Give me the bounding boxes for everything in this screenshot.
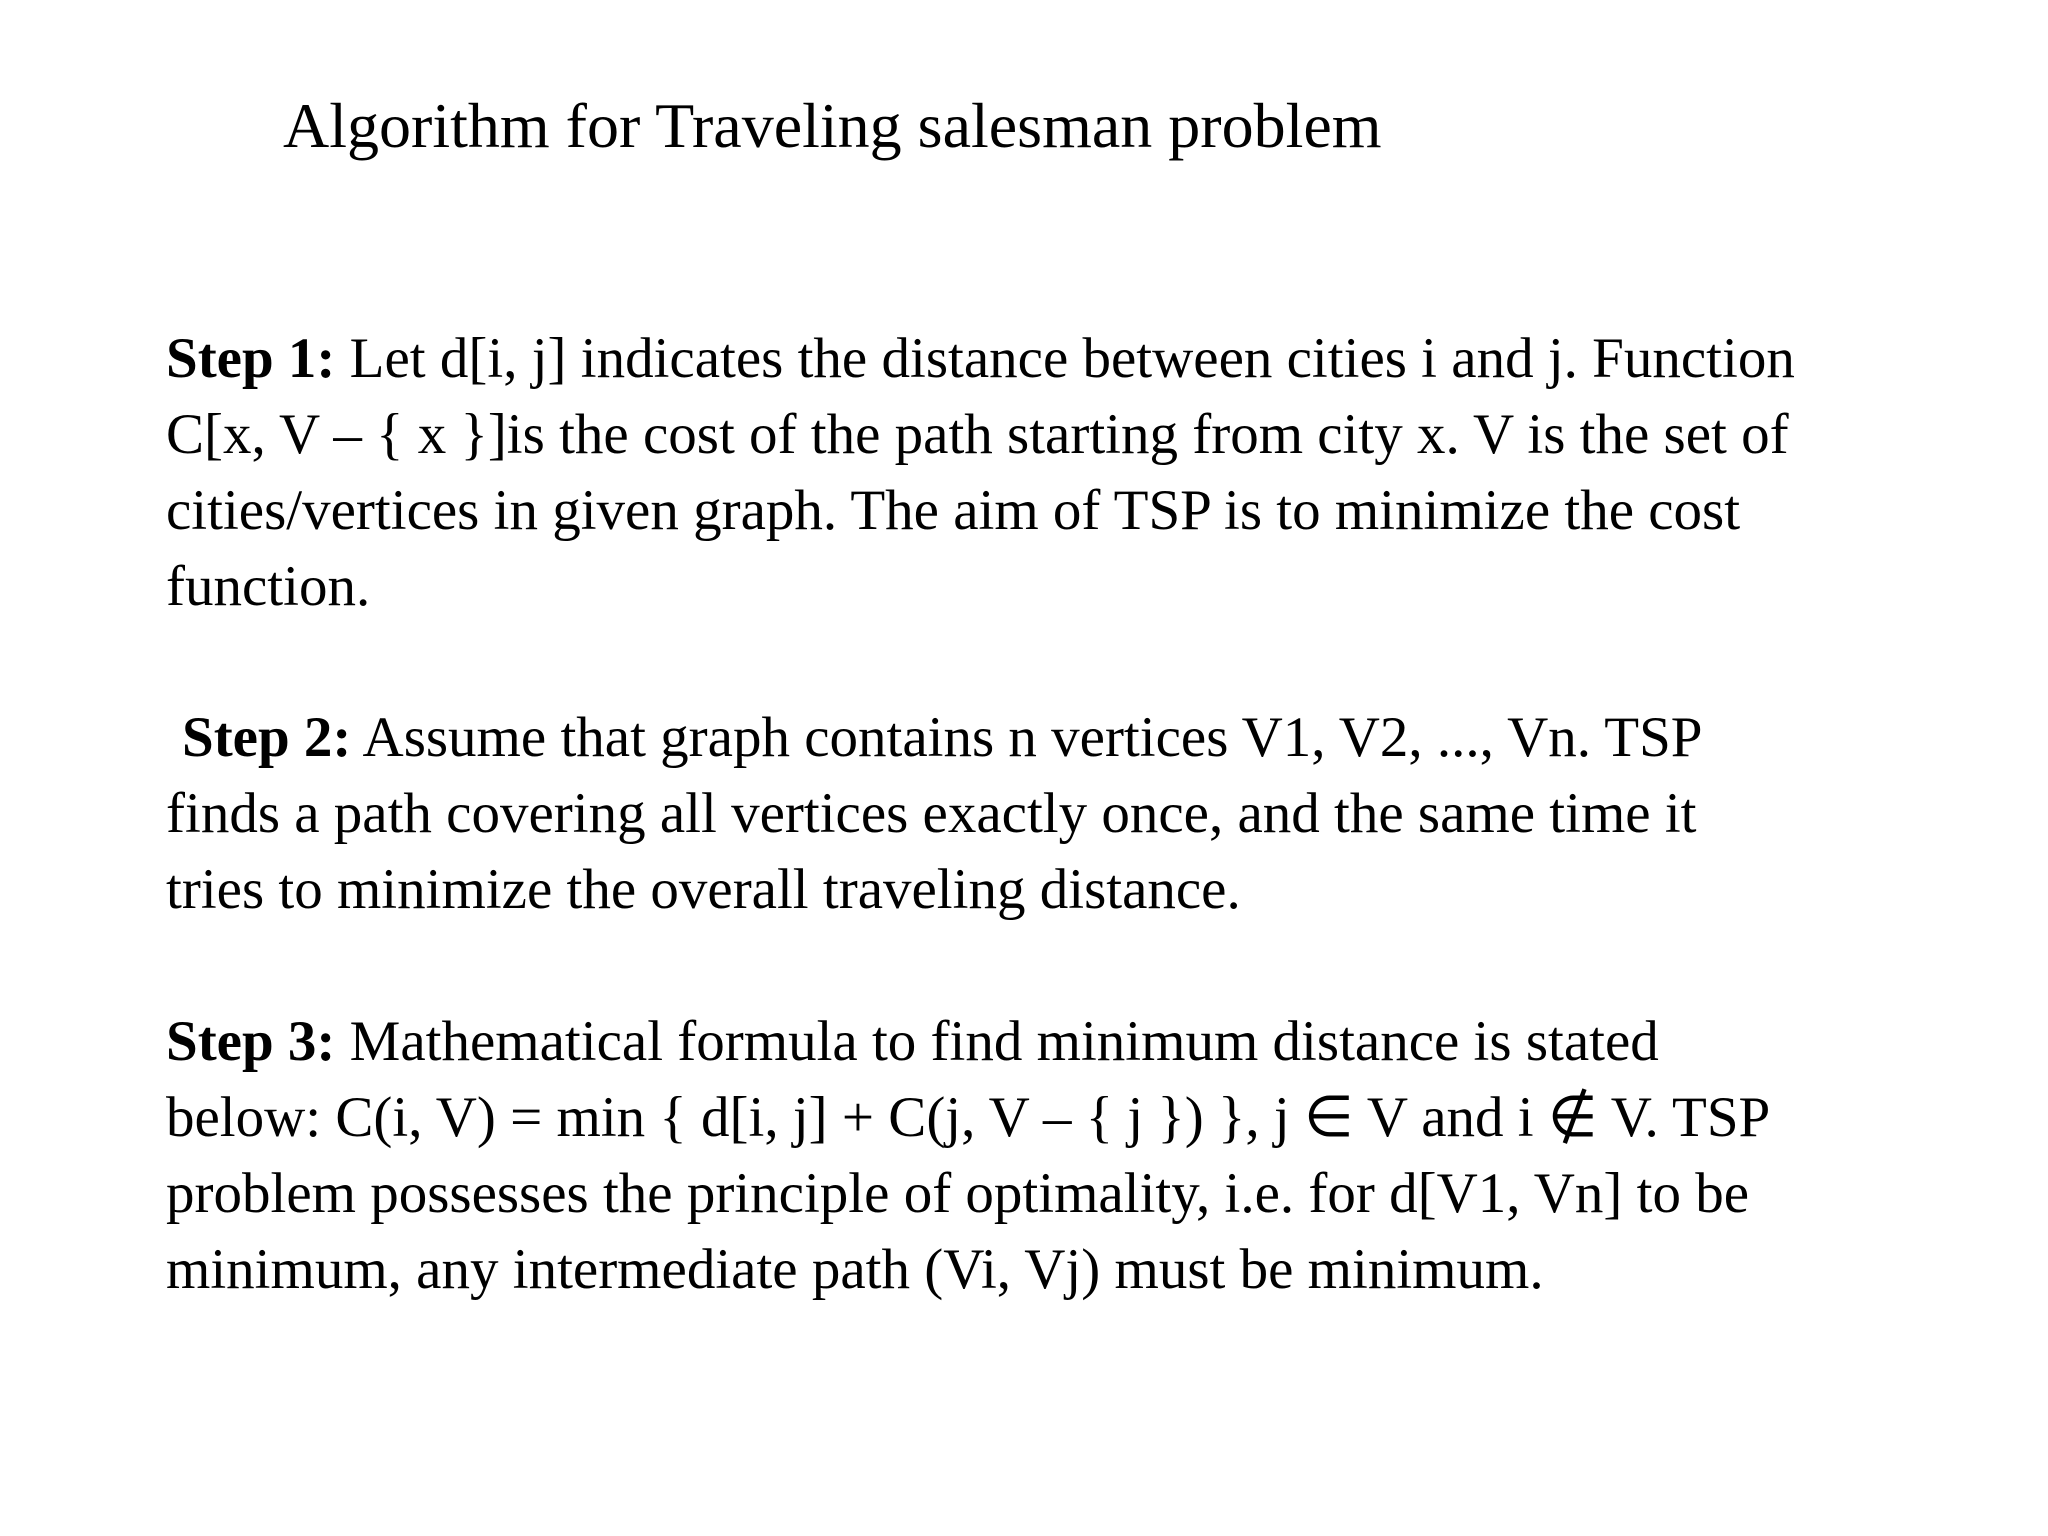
step-3-paragraph (166, 1004, 2026, 1308)
step-2-line-2: finds a path covering all vertices exactly once, and the same time it (166, 782, 1697, 845)
step-1-line-4: function. (166, 555, 371, 618)
step-1-paragraph (166, 321, 2026, 625)
step-2-line-3: tries to minimize the overall traveling distance. (166, 858, 1241, 921)
step-3-text-1: Mathematical formula to find minimum distance is stated (335, 1010, 1659, 1073)
step-3-line-1 (166, 1004, 2026, 1080)
step-3-line-3: problem possesses the principle of optimality, i.e. for d[V1, Vn] to be (166, 1162, 1750, 1225)
step-1-text-1: Let d[i, j] indicates the distance between cities i and j. Function (335, 327, 1795, 390)
page-title: Algorithm for Traveling salesman problem (283, 90, 1382, 161)
step-1-line-1 (166, 321, 2026, 397)
step-1-line-2: C[x, V – { x }]is the cost of the path starting from city x. V is the set of (166, 403, 1789, 466)
step-1-line-3: cities/vertices in given graph. The aim of TSP is to minimize the cost (166, 479, 1741, 542)
step-2-text-1: Assume that graph contains n vertices V1, V2, ..., Vn. TSP (351, 706, 1703, 769)
step-2-label: Step 2: (182, 706, 352, 769)
step-3-line-2: below: C(i, V) = min { d[i, j] + C(j, V – { j }) }, j ∈ V and i ∉ V. TSP (166, 1086, 1771, 1149)
step-2-line-1 (166, 700, 2026, 776)
step-3-line-4: minimum, any intermediate path (Vi, Vj) must be minimum. (166, 1238, 1544, 1301)
step-2-paragraph (166, 700, 2026, 928)
step-3-label: Step 3: (166, 1010, 336, 1073)
step-1-label: Step 1: (166, 327, 336, 390)
